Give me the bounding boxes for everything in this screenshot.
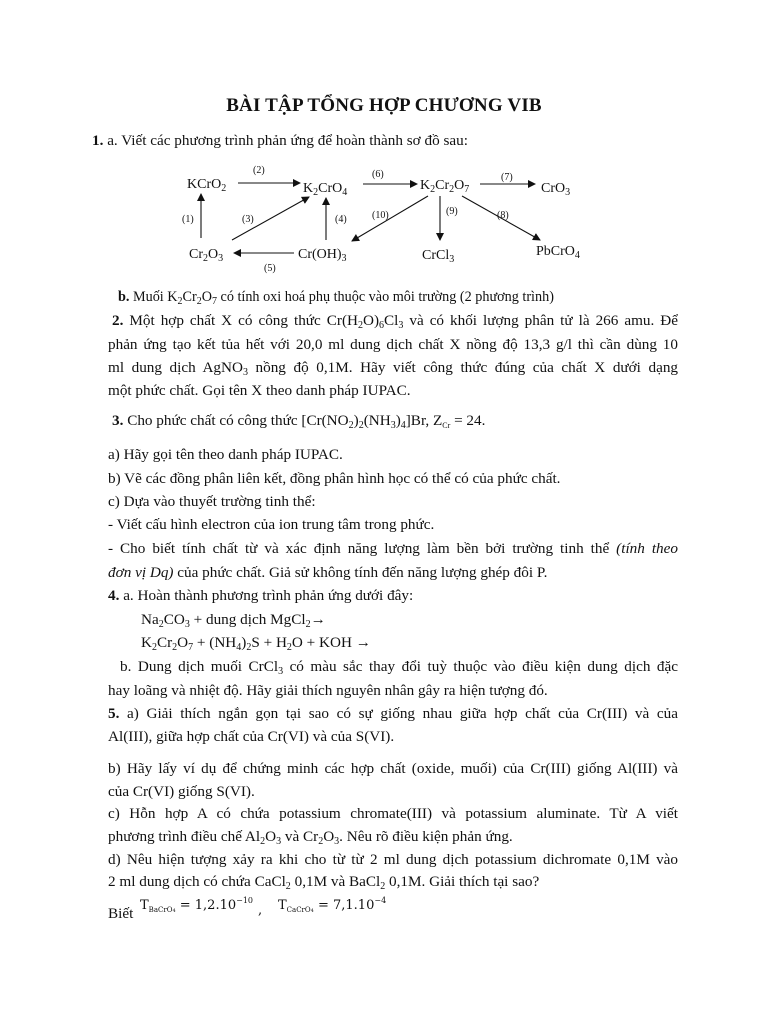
- q4-line-a: 4. a. Hoàn thành phương trình phản ứng dưới đây:: [108, 587, 414, 604]
- q5-given-label: Biết: [108, 905, 134, 922]
- step-label-7: (7): [501, 172, 513, 183]
- q4-b-line-2: hay loãng và nhiệt độ. Hãy giải thích nguyên nhân gây ra hiện tượng đó.: [108, 682, 548, 699]
- ksp-cacro4: $T_{CaCrO4} = 7,1.10^{-4}$: [278, 896, 387, 914]
- step-label-5: (5): [264, 263, 276, 274]
- q4-equation-1: $Na_2CO_3$ + dung dịch MgCl$_2$→: [141, 611, 326, 630]
- q5-number: 5.: [108, 705, 120, 722]
- q3-c: c) Dựa vào thuyết trường tinh thể:: [108, 493, 316, 510]
- node-PbCrO4: PbCrO4: [536, 244, 580, 261]
- q3-number: 3.: [112, 412, 124, 429]
- reaction-scheme-diagram: [170, 158, 610, 278]
- q3-b: b) Vẽ các đồng phân liên kết, đồng phân hình học có thể có của phức chất.: [108, 470, 561, 487]
- ksp-separator: ,: [258, 903, 263, 918]
- q5-a-line-2: Al(III), giữa hợp chất của Cr(VI) và của S(VI).: [108, 728, 395, 745]
- step-label-1: (1): [182, 214, 194, 225]
- q5-b-line-2: của Cr(VI) giống S(VI).: [108, 783, 255, 800]
- q4-b-line-1: b. Dung dịch muối CrCl$_3$ có màu sắc thay đổi tuỳ thuộc vào điều kiện dung dịch đặc: [120, 658, 679, 677]
- q1-b-label: b.: [118, 289, 130, 305]
- step-label-4: (4): [335, 214, 347, 225]
- q1-line-b: b. Muối $K_2Cr_2O_7$ có tính oxi hoá phụ thuộc vào môi trường (2 phương trình): [118, 289, 554, 307]
- q3-line-1: 3. Cho phức chất có công thức $[Cr(NO_2)_2(NH_3)_4]Br$, $Z_{Cr} = 24$.: [112, 412, 486, 431]
- q5-c-line-2: phương trình điều chế $Al_2O_3$ và $Cr_2O_3$. Nêu rõ điều kiện phản ứng.: [108, 828, 513, 847]
- q5-b-line-1: b) Hãy lấy ví dụ để chứng minh các hợp chất (oxide, muối) của Cr(III) giống Al(III) và: [108, 760, 678, 777]
- arrow-10: [352, 196, 428, 241]
- q3-c1: - Viết cấu hình electron của ion trung tâm trong phức.: [108, 516, 435, 533]
- page-title: BÀI TẬP TỔNG HỢP CHƯƠNG VIB: [226, 95, 542, 116]
- step-label-9: (9): [446, 206, 458, 217]
- node-K2Cr2O7: K2Cr2O7: [420, 178, 470, 195]
- q2-line-3: ml dung dịch AgNO$_3$ nồng độ 0,1M. Hãy viết công thức đúng của chất X dưới dạng: [108, 359, 679, 378]
- q3-a: a) Hãy gọi tên theo danh pháp IUPAC.: [108, 446, 343, 463]
- step-label-10: (10): [372, 210, 389, 221]
- q1-number: 1.: [92, 132, 104, 149]
- q4-number: 4.: [108, 587, 120, 604]
- q5-d-line-1: d) Nêu hiện tượng xảy ra khi cho từ từ 2 ml dung dịch potassium dichromate 0,1M vào: [108, 851, 678, 868]
- ksp-bacro4: $T_{BaCrO4} = 1,2.10^{-10}$: [140, 896, 254, 914]
- step-label-6: (6): [372, 169, 384, 180]
- q1-b-text: Muối K: [129, 289, 178, 305]
- node-K2CrO4: K2CrO4: [303, 181, 348, 198]
- node-KCrO2: KCrO2: [187, 177, 227, 194]
- q3-c2: - Cho biết tính chất từ và xác định năng lượng làm bền bởi trường tinh thể (tính theo: [108, 540, 678, 557]
- step-label-2: (2): [253, 165, 265, 176]
- node-Cr2O3: Cr2O3: [189, 247, 224, 264]
- node-CrO3: CrO3: [541, 181, 571, 198]
- q1-a-text: a. Viết các phương trình phản ứng để hoàn thành sơ đồ sau:: [107, 132, 468, 149]
- step-label-8: (8): [497, 210, 509, 221]
- q4-equation-2: $K_2Cr_2O_7 + (NH_4)_2S + H_2O$ + KOH →: [141, 634, 371, 653]
- q1-line-a: [92, 130, 662, 152]
- node-CrOH3: Cr(OH)3: [298, 247, 347, 264]
- q3-c3: đơn vị Dq) của phức chất. Giả sử không tính đến năng lượng ghép đôi P.: [108, 564, 548, 581]
- q2-number: 2.: [112, 312, 124, 329]
- q2-line-2: phản ứng tạo kết tủa hết với 20,0 ml dung dịch chất X nồng độ 13,3 g/l thì cần dùng 10: [108, 336, 678, 353]
- q2-line-4: một phức chất. Gọi tên X theo danh pháp IUPAC.: [108, 382, 411, 399]
- q2-line-1: 2. Một hợp chất X có công thức $Cr(H_2O)_6Cl_3$ và có khối lượng phân tử là 266 amu. Để: [112, 312, 678, 331]
- step-label-3: (3): [242, 214, 254, 225]
- node-CrCl3: CrCl3: [422, 248, 455, 265]
- q5-a-line-1: 5. a) Giải thích ngắn gọn tại sao có sự giống nhau giữa hợp chất của Cr(III) và của: [108, 705, 678, 722]
- q5-c-line-1: c) Hỗn hợp A có chứa potassium chromate(III) và potassium aluminate. Từ A viết: [108, 805, 678, 822]
- q5-d-line-2: 2 ml dung dịch có chứa CaCl$_2$ 0,1M và BaCl$_2$ 0,1M. Giải thích tại sao?: [108, 873, 540, 892]
